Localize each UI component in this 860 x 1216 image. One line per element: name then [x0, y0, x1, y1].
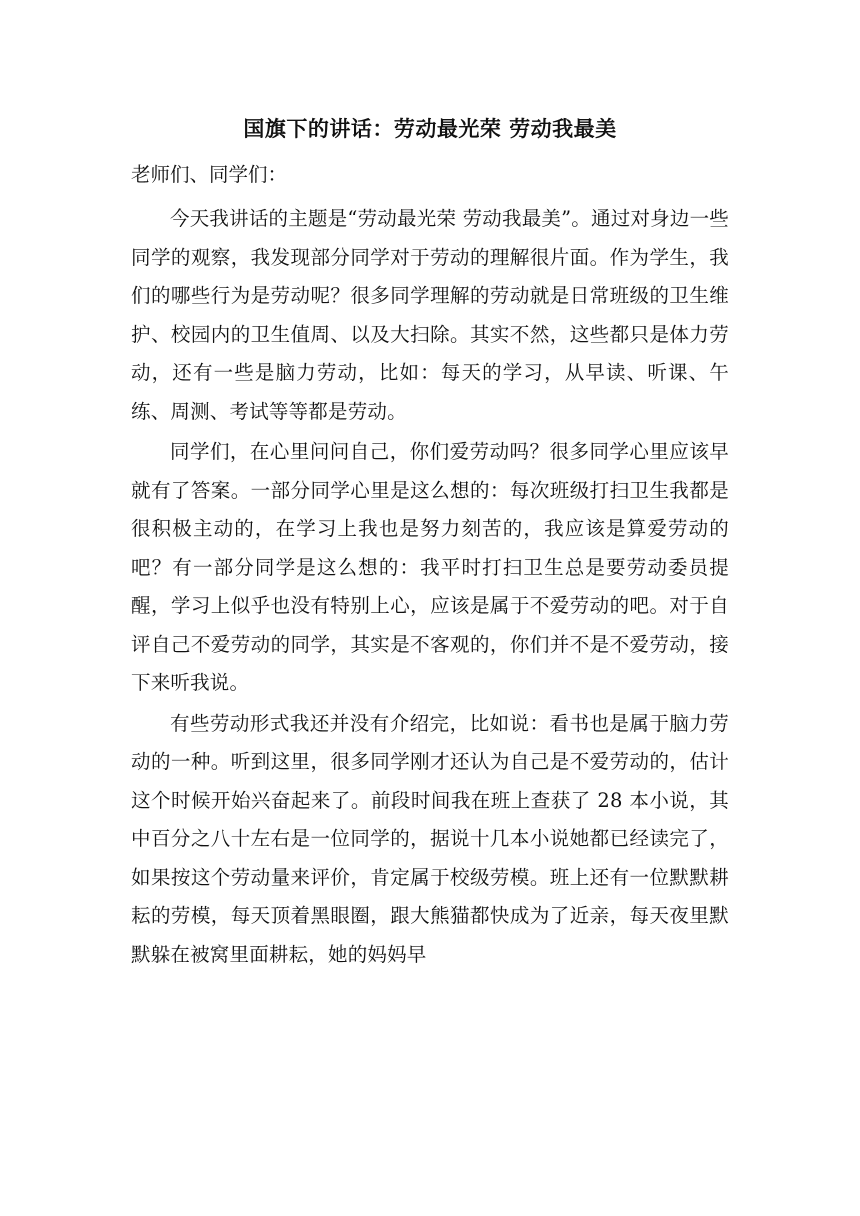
- paragraph-2: 同学们，在心里问问自己，你们爱劳动吗？很多同学心里应该早就有了答案。一部分同学心里是这么想的：每次班级打扫卫生我都是很积极主动的，在学习上我也是努力刻苦的，我应该是算爱劳动的吧？有一部分同学是这么想的：我平时打扫卫生总是要劳动委员提醒，学习上似乎也没有特别上心，应该是属于不爱劳动的吧。对于自评自己不爱劳动的同学，其实是不客观的，你们并不是不爱劳动，接下来听我说。: [131, 440, 729, 694]
- document-body: [131, 200, 729, 974]
- salutation: 老师们、同学们：: [131, 163, 288, 186]
- document-title: 国旗下的讲话：劳动最光荣 劳动我最美: [243, 116, 617, 141]
- paragraph-3: 有些劳动形式我还并没有介绍完，比如说：看书也是属于脑力劳动的一种。听到这里，很多同学刚才还认为自己是不爱劳动的，估计这个时候开始兴奋起来了。前段时间我在班上查获了 28 本小说，其中百分之八十左右是一位同学的，据说十几本小说她都已经读完了，如果按这个劳动量来评价，肯定属于校级劳模。班上还有一位默默耕耘的劳模，每天顶着黑眼圈，跟大熊猫都快成为了近亲，每天夜里默默躲在被窝里面耕耘，她的妈妈早: [131, 711, 729, 966]
- paragraph-1: 今天我讲话的主题是“劳动最光荣 劳动我最美”。通过对身边一些同学的观察，我发现部分同学对于劳动的理解很片面。作为学生，我们的哪些行为是劳动呢？很多同学理解的劳动就是日常班级的卫生维护、校园内的卫生值周、以及大扫除。其实不然，这些都只是体力劳动，还有一些是脑力劳动，比如：每天的学习，从早读、听课、午练、周测、考试等等都是劳动。: [131, 207, 729, 423]
